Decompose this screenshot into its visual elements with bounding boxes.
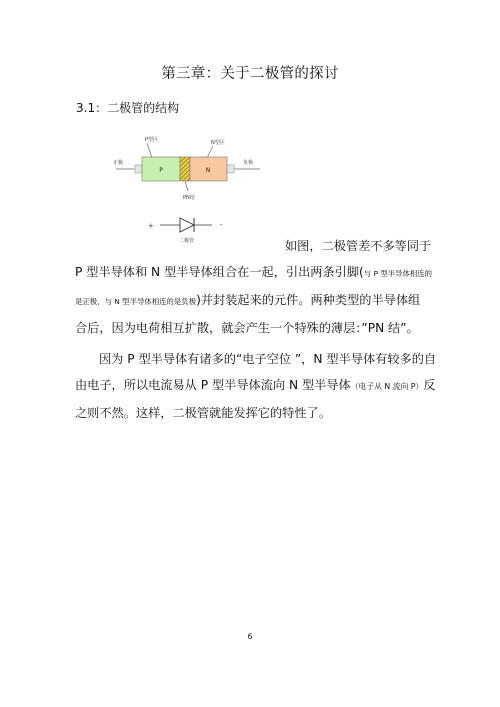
p-text: P — [159, 167, 163, 174]
n-region-label: N型区 — [211, 140, 225, 146]
paragraph-1-line-4: 合后，因为电荷相互扩散，就会产生一个特殊的薄层：”PN 结”。 — [75, 321, 419, 335]
anode-label: 正极 — [113, 160, 124, 166]
paragraph-2-line-1: 因为 P 型半导体有诸多的“电子空位 ”，N 型半导体有较多的自 — [99, 352, 437, 366]
p-region-pointer — [147, 143, 152, 158]
paragraph-2-line-3: 之则不然。这样，二极管就能发挥它的特性了。 — [75, 406, 331, 420]
paragraph-2-line-2-note: （电子从 N 流向 P） — [350, 382, 424, 391]
junction-label: PN结 — [183, 195, 195, 201]
paragraph-2-line-2-end: 反 — [423, 378, 436, 392]
paragraph-1-line-3 — [75, 287, 427, 315]
paragraph-1-line-1: 如图，二极管差不多等同于 — [285, 239, 432, 253]
paragraph-1-line-3-note: 是正极，与 N 型半导体相连的是负极 — [75, 297, 197, 306]
junction-pointer — [185, 181, 188, 191]
diode-triangle — [180, 218, 194, 232]
plus-sign: + — [148, 222, 154, 230]
diode-structure-figure — [108, 128, 273, 248]
n-region-pointer — [207, 146, 213, 158]
paragraph-1 — [75, 233, 433, 341]
paragraph-1-line-2-note: 与 P 型半导体相连的 — [363, 269, 433, 278]
paragraph-2 — [75, 346, 437, 426]
pn-junction — [180, 157, 190, 181]
paragraph-1-line-2 — [75, 259, 433, 287]
chapter-title: 第三章：关于二极管的探讨 — [161, 66, 339, 82]
paragraph-2-line-2 — [75, 372, 436, 400]
symbol-caption: 二极管 — [179, 238, 195, 244]
paragraph-2-line-2-main: 由电子，所以电流易从 P 型半导体流向 N 型半导体 — [75, 378, 351, 392]
anode-lead — [135, 165, 142, 173]
cathode-lead — [227, 165, 234, 173]
paragraph-1-line-3-main: )并封装起来的元件。两种类型的半导体组 — [196, 293, 421, 307]
paragraph-1-line-2-main: P 型半导体和 N 型半导体组合在一起，引出两条引脚( — [75, 265, 364, 279]
page-number: 6 — [247, 632, 253, 641]
minus-sign: - — [220, 221, 223, 229]
p-region-label: P型区 — [145, 137, 159, 143]
cathode-label: 负极 — [243, 160, 254, 166]
n-text: N — [205, 167, 211, 174]
section-heading: 3.1：二极管的结构 — [76, 101, 180, 115]
